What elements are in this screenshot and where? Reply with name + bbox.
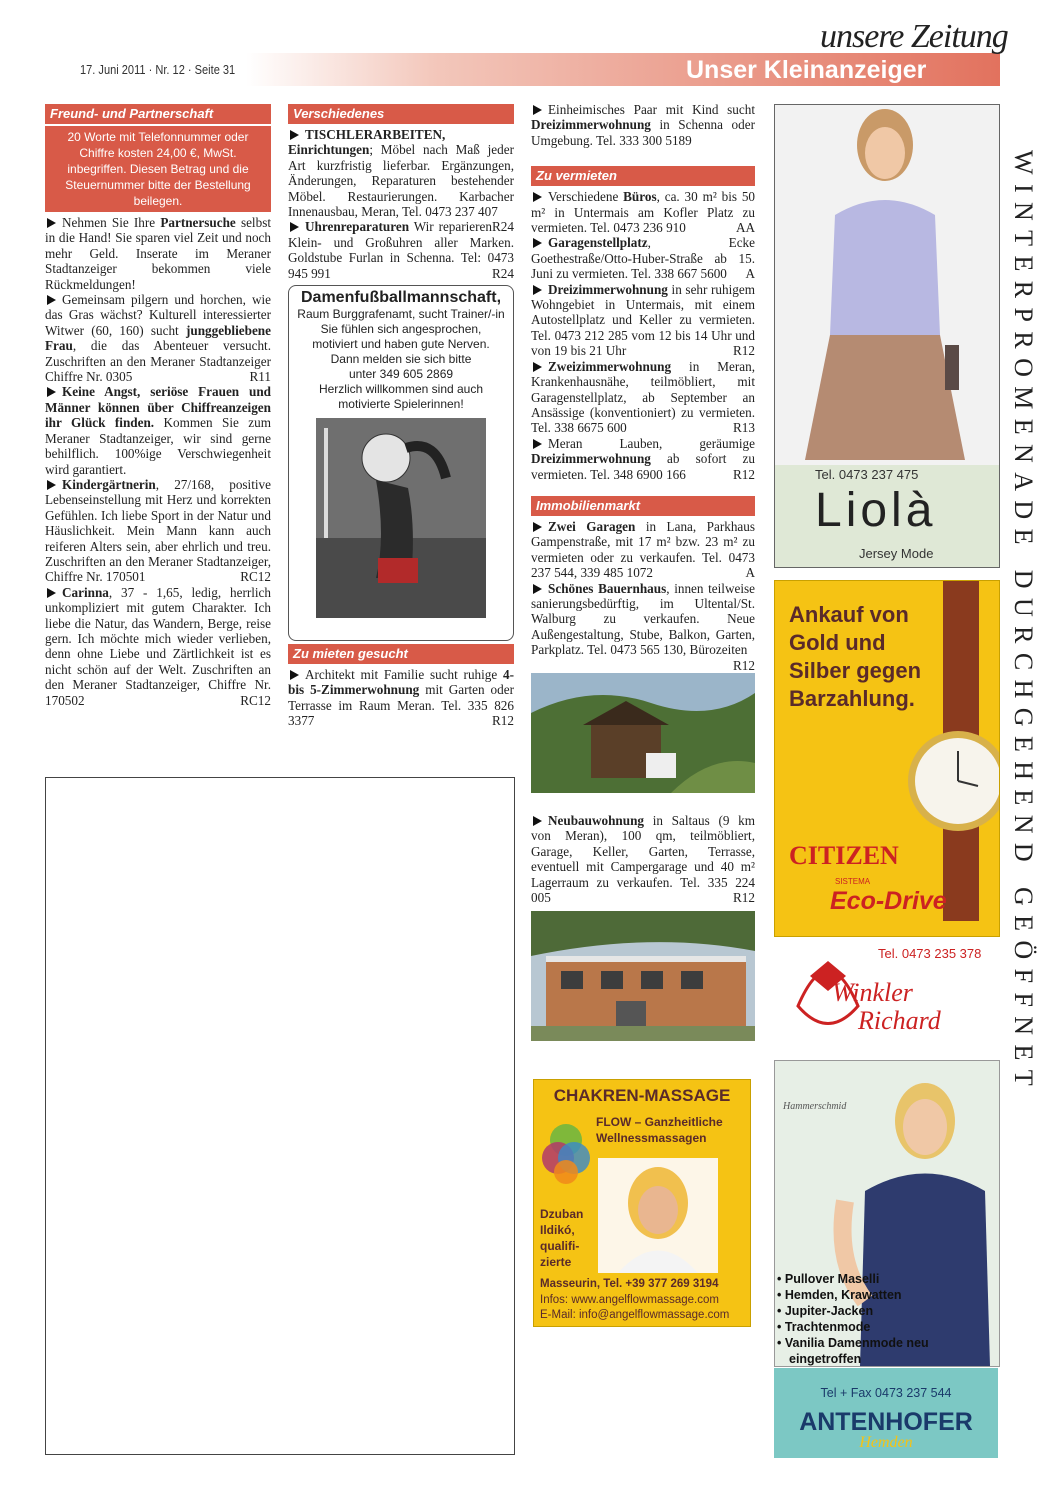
masseur-photo xyxy=(598,1158,718,1273)
ad-text: , die das Abenteuer versucht. Zuschriften an den Meraner Stadtanzeiger Chiffre Nr. 0305 xyxy=(45,338,271,385)
section-heading: Freund- und Partnerschaft xyxy=(45,104,271,124)
ad-code: R12 xyxy=(733,343,755,359)
ad-item xyxy=(531,102,755,148)
antenhofer-ad xyxy=(774,1368,998,1458)
ad-item xyxy=(531,235,755,281)
ad-code: R24 xyxy=(492,219,514,235)
chakren-flow: FLOW – Ganzheitliche Wellnessmassagen xyxy=(596,1115,723,1146)
column-1 xyxy=(45,104,271,708)
ad-item xyxy=(45,292,271,384)
ad-text: in Meran, Krankenhausnähe, teilmöbliert, mit Garagenstellplatz, ab September an Ansässige (konventioniert) zu vermieten. Tel. 338 6675 600 xyxy=(531,358,755,436)
ad-item xyxy=(531,359,755,436)
arrow-icon xyxy=(47,588,56,598)
section-heading: Zu vermieten xyxy=(531,166,755,186)
ad-text: , 37 - 1,65, ledig, herrlich unkompliziert mit gutem Charakter. Ich liebe die Natur, das Wandern, Berge, reise gern. Ich möchte mich wieder verlieben, denn ohne Liebe und Zärtlichkeit ist es nicht schön auf der Welt. Zuschriften an den Meraner Stadtanzeiger, Chiffre Nr. 170502 xyxy=(45,584,271,708)
ad-keyword: Keine Angst, seriöse Frauen und Männer können über Chiffreanzeigen ihr Glück finden. xyxy=(45,384,271,431)
antenhofer-sub: Hemden xyxy=(859,1434,913,1451)
ad-text: ; Möbel nach Maß jeder Art kurzfristig lieferbar. Ergänzungen, Änderungen, Reparaturen bestehender Möbel. Restaurierungen. Karbacher Innenausbau, Meran, Tel. 0473 237 407 xyxy=(288,142,514,220)
farmhouse-photo xyxy=(531,673,755,793)
ad-keyword: Zweizimmerwohnung xyxy=(548,358,672,374)
liola-ad xyxy=(774,104,1000,568)
ad-item xyxy=(531,519,755,581)
football-line: motivierte Spielerinnen! xyxy=(338,397,464,412)
ad-text: , ca. 30 m² bis 50 m² in Untermais am Kofler Platz zu vermieten. Tel. 0473 236 910 xyxy=(531,189,756,236)
empty-ad-box xyxy=(45,777,515,1455)
date-line: 17. Juni 2011 · Nr. 12 · Seite 31 xyxy=(80,62,236,77)
ad-item xyxy=(531,282,755,359)
ad-code: A xyxy=(745,266,755,282)
arrow-icon xyxy=(290,130,299,140)
ads-list xyxy=(531,189,755,482)
ad-item xyxy=(288,219,514,281)
logo: unsere Zeitung xyxy=(820,18,1008,55)
liola-sub: Jersey Mode xyxy=(859,546,934,561)
ad-text: selbst in die Hand! Sie sparen viel Zeit und noch mehr Geld. Inserate im Meraner Stadtanzeiger bekommen viele Rückmeldungen! xyxy=(45,215,271,292)
winkler-name: Winkler xyxy=(832,978,913,1007)
winkler-name: Richard xyxy=(858,1006,941,1035)
ad-keyword: Zwei Garagen xyxy=(548,518,636,534)
ads-list xyxy=(531,102,755,148)
arrow-icon xyxy=(533,192,542,202)
ad-text: Nehmen Sie Ihre xyxy=(62,215,161,230)
arrow-icon xyxy=(47,295,56,305)
football-photo xyxy=(316,418,486,618)
ad-code: R12 xyxy=(733,657,755,673)
ad-text: in Lana, Parkhaus Gampenstraße, mit 17 m² bzw. 23 m² zu vermieten oder zu verkaufen. Tel. 0473 237 544, 339 485 1072 xyxy=(531,518,755,581)
arrow-icon xyxy=(533,439,542,449)
ad-keyword: Neubauwohnung xyxy=(548,813,645,828)
section-heading: Verschiedenes xyxy=(288,104,514,124)
section-heading: Immobilienmarkt xyxy=(531,496,755,516)
ad-item xyxy=(288,667,514,729)
chakren-title: CHAKREN-MASSAGE xyxy=(553,1086,731,1106)
ad-text: , Ecke Goethestraße/Otto-Huber-Straße ab 15. Juni zu vermieten. Tel. 338 667 5600 xyxy=(531,235,755,282)
newbuild-photo xyxy=(531,911,755,1041)
ecodrive-small: SISTEMA xyxy=(835,877,871,886)
ad-keyword: Kindergärtnerin xyxy=(62,476,156,492)
arrow-icon xyxy=(533,362,542,372)
ad-keyword: Dreizimmerwohnung xyxy=(548,281,668,297)
arrow-icon xyxy=(533,816,542,826)
gold-text: Ankauf von Gold und Silber gegen Barzahlung. xyxy=(789,602,922,711)
arrow-icon xyxy=(533,584,542,594)
ad-code: R24 xyxy=(492,265,514,281)
ad-item xyxy=(531,813,755,905)
ad-keyword: Dreizimmerwohnung xyxy=(531,451,651,467)
ad-text: Kommen Sie zum Meraner Stadtanzeiger, wir sind gerne behilflich. 100%ige Verschwiegenheit wird garantiert. xyxy=(45,415,272,477)
ad-item xyxy=(531,189,755,235)
ad-keyword: Carinna xyxy=(62,584,109,600)
arrow-icon xyxy=(533,285,542,295)
chakra-icon xyxy=(538,1118,594,1188)
arrow-icon xyxy=(47,218,56,228)
winkler-ad xyxy=(774,938,998,1048)
ad-item xyxy=(45,585,271,708)
chakren-ad xyxy=(533,1079,751,1327)
ad-code: AA xyxy=(735,220,755,236)
list-item: • Pullover Maselli xyxy=(777,1272,880,1286)
fashion-ad xyxy=(774,1060,1000,1367)
vertical-text: WINTERPROMENADE DURCHGEHEND GEÖFFNET xyxy=(1009,150,1038,1096)
section-heading: Zu mieten gesucht xyxy=(288,644,514,664)
chakren-line: E-Mail: info@angelflowmassage.com xyxy=(540,1309,730,1322)
antenhofer-tel: Tel + Fax 0473 237 544 xyxy=(820,1386,952,1400)
arrow-icon xyxy=(533,238,542,248)
winkler-tel: Tel. 0473 235 378 xyxy=(878,946,982,961)
ad-text: mit Garten oder Terrasse im Raum Meran. Tel. 335 826 3377 xyxy=(288,682,514,729)
column-3 xyxy=(531,102,755,1327)
chakren-line: Masseurin, Tel. +39 377 269 3194 xyxy=(540,1278,719,1291)
ad-keyword: Uhrenreparaturen xyxy=(305,219,410,235)
list-item: • Vanilia Damenmode neu eingetroffen xyxy=(777,1336,929,1366)
model-photo xyxy=(775,105,999,465)
citizen-logo: CITIZEN xyxy=(789,841,899,870)
ad-keyword: TISCHLERARBEITEN, Einrichtungen xyxy=(288,127,446,158)
ad-code: R12 xyxy=(733,890,755,906)
ad-keyword: Dreizimmerwohnung xyxy=(531,117,651,133)
football-line: Dann melden sie sich bitte xyxy=(330,352,472,367)
ad-code: RC12 xyxy=(240,569,271,585)
football-line: unter 349 605 2869 xyxy=(348,367,454,382)
ad-text: in Saltaus (9 km von Meran), 100 qm, teilmöbliert, Garage, Keller, Garten, Terrasse, eventuell mit Campergarage und 40 m² Lagerraum zu verkaufen. Tel. 335 224 005 xyxy=(531,813,755,906)
list-item: • Hemden, Krawatten xyxy=(777,1288,902,1302)
ads-list xyxy=(288,127,514,281)
gold-ad xyxy=(774,580,1000,937)
ad-text: in Schenna oder Umgebung. Tel. 333 300 5189 xyxy=(531,117,755,148)
ad-code: R11 xyxy=(249,369,271,385)
arrow-icon xyxy=(533,105,542,115)
football-ad xyxy=(288,285,514,641)
ad-text: ab sofort zu vermieten. Tel. 348 6900 166 xyxy=(531,451,755,482)
ad-text: Einheimisches Paar mit Kind sucht xyxy=(548,102,755,117)
ad-keyword: Büros xyxy=(623,189,657,205)
liola-tel: Tel. 0473 237 475 xyxy=(815,467,919,482)
watch-image xyxy=(893,581,1000,921)
ad-text: Wir reparieren Klein- und Großuhren aller Marken. Goldstube Furlan in Schenna. Tel: 0473 945 991 xyxy=(288,219,514,281)
arrow-icon xyxy=(290,222,299,232)
ads-list xyxy=(531,518,755,673)
ads-list xyxy=(531,813,755,905)
arrow-icon xyxy=(533,522,542,532)
ad-keyword: Garagenstellplatz xyxy=(548,235,648,251)
arrow-icon xyxy=(290,670,299,680)
notice-box: 20 Worte mit Telefonnummer oder Chiffre kosten 24,00 €, MwSt. inbegriffen. Diesen Betrag und die Steuernummer bitte der Bestellung beilegen. xyxy=(45,126,271,212)
column-2 xyxy=(288,104,514,729)
ad-item xyxy=(45,477,271,585)
chakren-name: Dzuban Ildikó, qualifi- zierte xyxy=(540,1207,584,1270)
antenhofer-logo: ANTENHOFER xyxy=(799,1408,973,1436)
page-title: Unser Kleinanzeiger xyxy=(686,56,927,84)
ad-item xyxy=(45,215,271,292)
ad-text: Architekt mit Familie sucht ruhige xyxy=(305,667,503,683)
arrow-icon xyxy=(47,387,56,397)
ad-keyword: Partnersuche xyxy=(160,215,236,230)
ad-code: RC12 xyxy=(240,692,271,708)
ad-code: R12 xyxy=(492,713,514,729)
hammerschmid-logo: Hammerschmid xyxy=(783,1101,847,1112)
ad-item xyxy=(45,384,271,476)
ad-keyword: Schönes Bauernhaus xyxy=(548,580,667,596)
ad-keyword: junggebliebene Frau xyxy=(45,322,271,354)
chakren-line: Infos: www.angelflowmassage.com xyxy=(540,1294,719,1307)
ad-code: R12 xyxy=(733,466,755,482)
ad-text: , 27/168, positive Lebenseinstellung mit Herz und korrekten Gefühlen. Ich liebe Sport in der Natur und Häuslichkeit. Mein Mann kann auch reiferen Alters sein, aber ehrlich und treu. Zuschriften an den Meraner Stadtanzeiger, Chiffre Nr. 170501 xyxy=(45,476,271,585)
bullet-list xyxy=(777,1271,959,1367)
ads-list xyxy=(288,667,514,729)
ad-text: Meran Lauben, geräumige xyxy=(548,435,755,451)
ad-item xyxy=(531,436,755,482)
arrow-icon xyxy=(47,480,56,490)
ad-text: , innen teilweise sanierungsbedürftig, im Ultental/St. Walburg zu verkaufen. Neue Außengestaltung, Stube, Balkon, Garten, Parkplatz. Tel. 0473 565 130, Bürozeiten xyxy=(531,580,755,658)
football-title: Damenfußballmannschaft, xyxy=(300,289,502,307)
football-line: Sie fühlen sich angesprochen, xyxy=(320,322,482,337)
football-line: Herzlich willkommen sind auch xyxy=(318,382,484,397)
ad-text: Gemeinsam pilgern und horchen, wie das Gras wächst? Kulturell interessierter Witwer (60, 160) sucht xyxy=(45,292,271,338)
ad-text: in sehr ruhigem Wohngebiet in Untermais, mit einem Autostellplatz und Keller zu vermieten. Tel. 0473 212 285 vom 12 bis 14 Uhr und von 19 bis 21 Uhr xyxy=(531,281,755,359)
list-item: • Trachtenmode xyxy=(777,1320,871,1334)
football-line: Raum Burggrafenamt, sucht Trainer/-in xyxy=(297,307,505,322)
ad-text: Verschiedene xyxy=(548,189,624,205)
vertical-banner xyxy=(1008,150,1038,1410)
liola-logo: Liolà xyxy=(815,484,937,537)
ad-code: R13 xyxy=(733,420,755,436)
ecodrive-logo: Eco-Drive xyxy=(830,887,947,915)
list-item: • Jupiter-Jacken xyxy=(777,1304,874,1318)
ad-code: A xyxy=(745,565,755,581)
ad-item xyxy=(531,580,755,673)
football-line: motiviert und haben gute Nerven. xyxy=(312,337,490,352)
ads-list xyxy=(45,215,271,708)
ad-keyword: 4- bis 5-Zimmerwohnung xyxy=(288,667,514,698)
